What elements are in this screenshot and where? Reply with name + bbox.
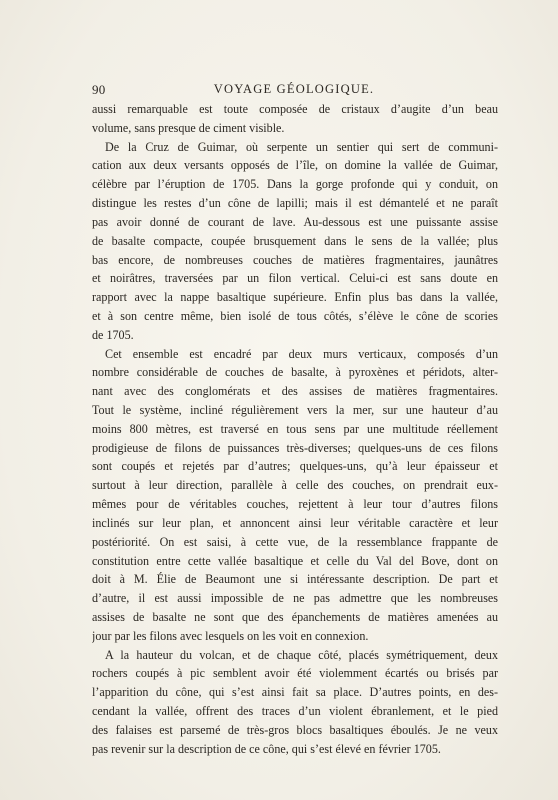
text-line: volume, sans presque de ciment visible. (92, 120, 285, 135)
text-line: assises de basalte ne sont que des épanchements de matières amenées au (92, 609, 498, 624)
text-line: postériorité. On est saisi, à cette vue, de la ressemblance frappante de (92, 534, 498, 549)
paragraph (92, 100, 498, 138)
text-line: nombre considérable de couches de basalte, à pyroxènes et péridots, alter- (92, 365, 498, 380)
paragraph (92, 646, 498, 759)
paragraph (92, 138, 498, 345)
text-line: De la Cruz de Guimar, où serpente un sentier qui sert de communi- (105, 139, 498, 154)
text-line: rochers coupés à pic semblent avoir été violemment écartés ou brisés par (92, 666, 498, 681)
text-line: aussi remarquable est toute composée de cristaux d’augite d’un beau (92, 102, 498, 116)
page-header (92, 82, 496, 100)
paragraph (92, 345, 498, 646)
text-line: bas encore, de nombreuses couches de matières fragmentaires, jaunâtres (92, 252, 498, 267)
text-line: distingue les restes d’un cône de lapilli; mais il est démantelé et ne paraît (92, 196, 498, 211)
text-line: cation aux deux versants opposés de l’île, on domine la vallée de Guimar, (92, 158, 498, 173)
text-line: mêmes pour de véritables couches, rejettent à leur tour d’autres filons (92, 497, 498, 512)
text-line: célèbre par l’éruption de 1705. Dans la gorge profonde qui y conduit, on (92, 177, 498, 192)
text-line: des falaises est parsemé de très-gros blocs basaltiques éboulés. Je ne veux (92, 722, 498, 737)
body-text (92, 100, 498, 758)
text-line: l’apparition du cône, qui s’est ainsi fait sa place. D’autres points, en des- (92, 685, 498, 700)
text-line: et à son centre même, bien isolé de tous côtés, s’élève le cône de scories (92, 308, 498, 323)
text-line: et noirâtres, traversées par un filon vertical. Celui-ci est sans doute en (92, 271, 498, 286)
text-line: prodigieuse de filons de puissances très-diverses; quelques-uns de ces filons (92, 440, 498, 455)
text-line: moins 800 mètres, est traversé en tous sens par une multitude réellement (92, 421, 498, 436)
text-line: Cet ensemble est encadré par deux murs verticaux, composés d’un (105, 346, 498, 361)
text-line: surtout à leur direction, parallèle à celle des couches, on prendrait eux- (92, 478, 498, 493)
text-line: d’autre, il est aussi impossible de ne pas admettre que les nombreuses (92, 591, 498, 606)
text-line: A la hauteur du volcan, et de chaque côté, placés symétriquement, deux (105, 647, 498, 662)
page-number: 90 (92, 82, 106, 97)
text-line: jour par les filons avec lesquels on les voit en connexion. (92, 628, 369, 643)
text-line: doit à M. Élie de Beaumont une si intéressante description. De part et (92, 572, 498, 587)
text-line: Tout le système, incliné régulièrement vers la mer, sur une hauteur d’au (92, 403, 498, 417)
text-line: inclinés sur leur plan, et annoncent ainsi leur véritable caractère et leur (92, 515, 498, 530)
text-line: constitution entre cette vallée basaltique et celle du Val del Bove, dont on (92, 553, 498, 568)
text-line: pas revenir sur la description de ce cône, qui s’est élevé en février 1705. (92, 741, 441, 756)
running-title: VOYAGE GÉOLOGIQUE. (213, 82, 375, 96)
text-line: de basalte compacte, coupée brusquement dans le sens de la vallée; plus (92, 233, 498, 248)
text-line: pas avoir donné de courant de lave. Au-dessous est une puissante assise (92, 214, 498, 229)
text-line: cendant la vallée, offrent des traces d’un violent ébranlement, et le pied (92, 704, 498, 718)
text-line: de 1705. (92, 327, 134, 342)
text-line: sont coupés et rejetés par d’autres; quelques-uns, qu’à leur épaisseur et (92, 459, 498, 474)
text-line: nant avec des conglomérats et des assises de matières fragmentaires. (92, 384, 498, 399)
text-line: rapport avec la nappe basaltique supérieure. Enfin plus bas dans la vallée, (92, 290, 498, 305)
